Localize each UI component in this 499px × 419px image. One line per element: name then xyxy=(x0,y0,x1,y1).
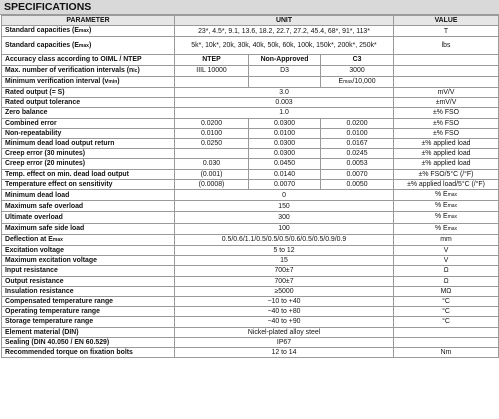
row-value-subscript: max xyxy=(447,192,458,199)
accuracy-row xyxy=(2,55,499,65)
row-label-cell xyxy=(2,307,175,317)
row-unit: 15 xyxy=(175,256,394,266)
row-label-subscript: lc xyxy=(133,67,138,74)
row-unit: 150 xyxy=(175,201,394,212)
row-label-cell xyxy=(2,88,175,98)
row-value xyxy=(394,26,499,37)
row-value xyxy=(394,108,499,118)
row-value-text: ±% FSO xyxy=(433,109,460,117)
row-label-cell xyxy=(2,276,175,286)
row-label-cell xyxy=(2,26,175,37)
row-value-text: % E xyxy=(434,224,448,232)
table-row xyxy=(2,212,499,223)
row-label-cell xyxy=(2,65,175,76)
row-value xyxy=(394,297,499,307)
row-value-text: ±% applied load xyxy=(421,160,471,168)
row-class-value-0: 0.0100 xyxy=(175,128,249,138)
table-row xyxy=(2,234,499,245)
table-row xyxy=(2,118,499,128)
row-value xyxy=(394,337,499,347)
row-value xyxy=(394,246,499,256)
row-unit: −10 to +40 xyxy=(175,297,394,307)
row-label-cell xyxy=(2,246,175,256)
row-unit: 5k*, 10k*, 20k, 30k, 40k, 50k, 60k, 100k, 150k*, 200k*, 250k* xyxy=(175,37,394,55)
specifications-title: SPECIFICATIONS xyxy=(0,0,499,15)
row-value-text: mV/V xyxy=(437,89,455,97)
spec-table xyxy=(1,15,499,358)
row-unit: 0.5/0.6/1.1/0.5/0.5/0.5/0.6/0.5/0.5/0.9/0.9 xyxy=(175,234,394,245)
row-class-value-0: (0.001) xyxy=(175,169,249,179)
row-value xyxy=(394,256,499,266)
row-value-text: Nm xyxy=(440,349,452,357)
table-row xyxy=(2,88,499,98)
row-class-value-1: 0.0140 xyxy=(249,169,321,179)
row-value-text: T xyxy=(443,27,449,35)
row-value-text: ±% FSO xyxy=(433,119,460,127)
row-value xyxy=(394,118,499,128)
row-unit: 700±7 xyxy=(175,266,394,276)
table-row xyxy=(2,266,499,276)
row-label-cell xyxy=(2,179,175,189)
row-value xyxy=(394,128,499,138)
verification-col-2: 3000 xyxy=(321,65,394,76)
row-label: Max. number of verification intervals (n xyxy=(5,66,134,74)
row-label: Non-repeatability xyxy=(5,129,62,137)
row-label: Insulation resistance xyxy=(5,287,74,295)
row-value xyxy=(394,223,499,234)
row-class-value-1: 0.0100 xyxy=(249,128,321,138)
row-label-cell xyxy=(2,297,175,307)
table-row xyxy=(2,108,499,118)
row-class-value-2: 0.0200 xyxy=(321,118,394,128)
row-value xyxy=(394,179,499,189)
row-unit: 12 to 14 xyxy=(175,348,394,358)
row-value xyxy=(394,307,499,317)
table-row xyxy=(2,317,499,327)
row-label-cell xyxy=(2,256,175,266)
row-class-value-1: 0.0070 xyxy=(249,179,321,189)
row-class-value-2: 0.0100 xyxy=(321,128,394,138)
row-label: Sealing (DIN 40.050 / EN 60.529) xyxy=(5,338,110,346)
row-value-text: ±% applied load/5°C (/°F) xyxy=(407,180,485,188)
row-value-text: Ω xyxy=(443,267,449,275)
row-class-value-2: 0.0050 xyxy=(321,179,394,189)
row-unit: 300 xyxy=(175,212,394,223)
row-value xyxy=(394,37,499,55)
row-value-text: V xyxy=(443,257,449,265)
row-class-value-2: 0.0167 xyxy=(321,139,394,149)
row-label: Combined error xyxy=(5,119,57,127)
row-value-text: °C xyxy=(442,298,450,306)
table-row xyxy=(2,297,499,307)
table-row xyxy=(2,98,499,108)
row-unit: −40 to +80 xyxy=(175,307,394,317)
row-value xyxy=(394,234,499,245)
row-value-text: Ω xyxy=(443,277,449,285)
accuracy-class-2: C3 xyxy=(321,55,394,65)
table-row xyxy=(2,246,499,256)
row-label: Temperature effect on sensitivity xyxy=(5,180,113,188)
row-class-value-2: 0.0053 xyxy=(321,159,394,169)
row-label-cell xyxy=(2,212,175,223)
row-class-value-1: 0.0300 xyxy=(249,118,321,128)
row-label: Creep error (30 minutes) xyxy=(5,150,86,158)
row-label: Standard capacities (E xyxy=(5,41,79,49)
table-row xyxy=(2,159,499,169)
row-class-value-2: 0.0070 xyxy=(321,169,394,179)
row-label-cell xyxy=(2,139,175,149)
row-label-cell xyxy=(2,223,175,234)
row-value xyxy=(394,266,499,276)
row-label-subscript: min xyxy=(108,78,118,85)
row-label: Input resistance xyxy=(5,267,58,275)
table-row xyxy=(2,169,499,179)
row-class-value-0: (0.0008) xyxy=(175,179,249,189)
verification-max-row xyxy=(2,65,499,76)
row-label-cell xyxy=(2,286,175,296)
row-class-value-0: 0.030 xyxy=(175,159,249,169)
row-value-text: ±mV/V xyxy=(435,99,457,107)
row-value-text: °C xyxy=(442,308,450,316)
row-value xyxy=(394,317,499,327)
row-label-end: ) xyxy=(88,41,92,49)
row-unit: −40 to +90 xyxy=(175,317,394,327)
table-row xyxy=(2,327,499,337)
row-value-subscript: max xyxy=(447,225,458,232)
row-label: Maximum safe overload xyxy=(5,202,84,210)
row-label: Creep error (20 minutes) xyxy=(5,160,86,168)
row-label-cell xyxy=(2,159,175,169)
row-unit: 100 xyxy=(175,223,394,234)
row-label: Output resistance xyxy=(5,277,64,285)
row-label-end: ) xyxy=(137,66,140,74)
table-row xyxy=(2,179,499,189)
row-value-text: E xyxy=(338,77,344,85)
table-row xyxy=(2,37,499,55)
row-value xyxy=(394,65,499,76)
row-label: Compensated temperature range xyxy=(5,298,113,306)
row-unit: 700±7 xyxy=(175,276,394,286)
row-label: Rated output (= S) xyxy=(5,89,65,97)
row-label: Element material (DIN) xyxy=(5,328,79,336)
row-label-cell xyxy=(2,76,175,87)
row-value xyxy=(394,286,499,296)
table-row xyxy=(2,139,499,149)
row-unit: 3.0 xyxy=(175,88,394,98)
verification-col-0: IIIL 10000 xyxy=(175,65,249,76)
row-label-cell xyxy=(2,169,175,179)
row-label-subscript: max xyxy=(78,28,89,35)
row-label: Minimum dead load output return xyxy=(5,140,115,148)
row-value xyxy=(394,348,499,358)
row-class-value-2: 0.0245 xyxy=(321,149,394,159)
row-label-cell xyxy=(2,337,175,347)
row-value-text: V xyxy=(443,247,449,255)
row-class-value-1: 0.0300 xyxy=(249,149,321,159)
empty-cell xyxy=(249,76,321,87)
row-value-text: % E xyxy=(434,213,448,221)
row-value xyxy=(394,159,499,169)
row-value-text: % E xyxy=(434,202,448,210)
row-label: Zero balance xyxy=(5,109,48,117)
row-label-cell xyxy=(2,128,175,138)
row-label: Standard capacities (E xyxy=(5,27,79,35)
table-row xyxy=(2,128,499,138)
table-row xyxy=(2,149,499,159)
row-value-text: ±% applied load xyxy=(421,150,471,158)
row-label-subscript: max xyxy=(78,42,89,49)
accuracy-class-0: NTEP xyxy=(175,55,249,65)
row-value-text: lbs xyxy=(441,41,451,49)
accuracy-label: Accuracy class according to OIML / NTEP xyxy=(2,55,175,65)
row-label-cell xyxy=(2,190,175,201)
row-label: Deflection at E xyxy=(5,235,53,243)
row-class-value-1: 0.0300 xyxy=(249,139,321,149)
row-label-cell xyxy=(2,348,175,358)
table-row xyxy=(2,348,499,358)
empty-cell xyxy=(175,76,249,87)
row-unit: ≥5000 xyxy=(175,286,394,296)
row-value-text: °C xyxy=(442,318,450,326)
row-label: Storage temperature range xyxy=(5,318,94,326)
table-row xyxy=(2,337,499,347)
row-value-text: MΩ xyxy=(440,287,452,295)
row-class-value-0: 0.0250 xyxy=(175,139,249,149)
row-value-text: ±% applied load xyxy=(421,140,471,148)
row-label: Temp. effect on min. dead load output xyxy=(5,170,129,178)
row-value xyxy=(394,212,499,223)
row-label-cell xyxy=(2,327,175,337)
row-label: Excitation voltage xyxy=(5,247,64,255)
header-value: VALUE xyxy=(394,16,499,26)
row-value xyxy=(394,276,499,286)
row-unit: IP67 xyxy=(175,337,394,347)
table-row xyxy=(2,286,499,296)
row-label-cell xyxy=(2,108,175,118)
row-label-end: ) xyxy=(88,27,92,35)
row-unit: 23*, 4.5*, 9.1, 13.6, 18.2, 22.7, 27.2, 45.4, 68*, 91*, 113* xyxy=(175,26,394,37)
row-value-text: mm xyxy=(440,236,452,244)
row-label-cell xyxy=(2,201,175,212)
row-unit: 5 to 12 xyxy=(175,246,394,256)
row-value xyxy=(394,98,499,108)
table-row xyxy=(2,201,499,212)
row-label-cell xyxy=(2,317,175,327)
table-row xyxy=(2,223,499,234)
table-row xyxy=(2,26,499,37)
row-value xyxy=(321,76,394,87)
row-unit: 1.0 xyxy=(175,108,394,118)
row-value-end: /10,000 xyxy=(352,77,376,85)
header-unit: UNIT xyxy=(175,16,394,26)
row-value xyxy=(394,88,499,98)
row-label: Ultimate overload xyxy=(5,213,63,221)
row-value xyxy=(394,169,499,179)
row-value xyxy=(394,327,499,337)
table-row xyxy=(2,256,499,266)
row-label-subscript: max xyxy=(52,236,63,243)
row-label: Maximum excitation voltage xyxy=(5,257,97,265)
row-label: Operating temperature range xyxy=(5,308,100,316)
row-unit: 0.003 xyxy=(175,98,394,108)
row-value-subscript: max xyxy=(447,203,458,210)
header-row xyxy=(2,16,499,26)
row-label-cell xyxy=(2,234,175,245)
row-label-cell xyxy=(2,149,175,159)
row-class-value-0 xyxy=(175,149,249,159)
row-value-subscript: max xyxy=(343,78,353,85)
row-label-end: ) xyxy=(117,77,120,85)
row-value-text: ±% FSO xyxy=(433,129,460,137)
verification-min-row xyxy=(2,76,499,87)
row-label-cell xyxy=(2,266,175,276)
row-label-cell xyxy=(2,37,175,55)
row-value-subscript: max xyxy=(447,214,458,221)
table-row xyxy=(2,276,499,286)
accuracy-class-1: Non-Approved xyxy=(249,55,321,65)
row-unit: 0 xyxy=(175,190,394,201)
row-label: Minimum verification interval (v xyxy=(5,77,109,85)
row-value xyxy=(394,55,499,65)
row-label: Rated output tolerance xyxy=(5,99,81,107)
header-parameter: PARAMETER xyxy=(2,16,175,26)
row-value xyxy=(394,190,499,201)
row-label: Recommended torque on fixation bolts xyxy=(5,349,133,357)
row-value-text: ±% FSO/5°C (/°F) xyxy=(418,170,474,178)
row-value xyxy=(394,149,499,159)
row-value xyxy=(394,201,499,212)
table-row xyxy=(2,190,499,201)
verification-col-1: D3 xyxy=(249,65,321,76)
row-class-value-0: 0.0200 xyxy=(175,118,249,128)
row-unit: Nickel-plated alloy steel xyxy=(175,327,394,337)
row-label: Minimum dead load xyxy=(5,191,70,199)
row-label-cell xyxy=(2,98,175,108)
table-row xyxy=(2,307,499,317)
row-value-text: % E xyxy=(434,191,448,199)
row-label-cell xyxy=(2,118,175,128)
row-value xyxy=(394,139,499,149)
row-value xyxy=(394,76,499,87)
row-class-value-1: 0.0450 xyxy=(249,159,321,169)
row-label: Maximum safe side load xyxy=(5,225,85,233)
